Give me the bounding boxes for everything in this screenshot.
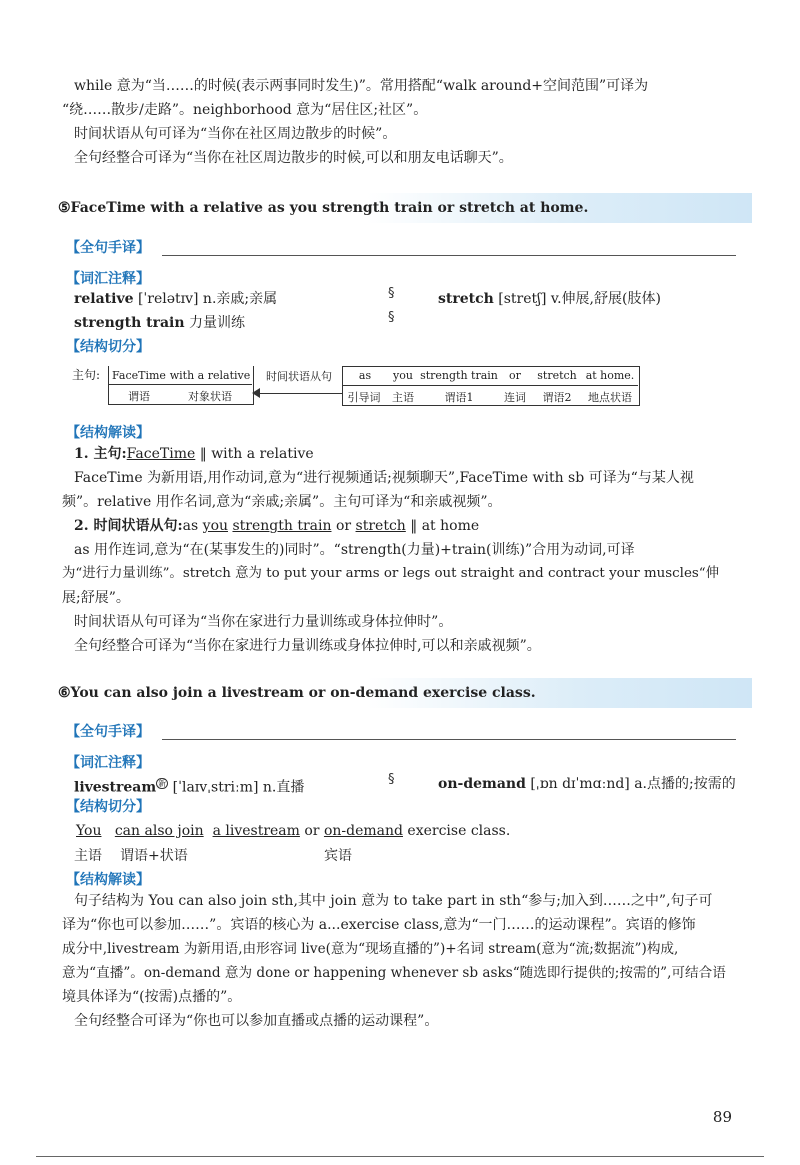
s6-analysis-p5: 境具体译为“(按需)点播的”。 [62,989,242,1005]
underlined-term: stretch [355,518,406,534]
vocab-word: stretch [438,291,494,307]
s5-analysis-1-p1: FaceTime 为新用语,用作动词,意为“进行视频通话;视频聊天”,FaceTime with sb 可译为“与某人视 [74,470,694,486]
plain-text: as [182,518,203,534]
main-predicate-en: FaceTime [112,369,166,382]
s6-label-subject: 主语 [74,848,102,864]
sub-label-subject: 主语 [392,391,414,404]
s5-translation-blank [162,255,736,256]
intro-line-1: while 意为“当……的时候(表示两事同时发生)”。常用搭配“walk around+空间范围”可译为 [74,78,649,94]
clause-label: 时间状语从句 [266,370,332,383]
vocab-def: 力量训练 [184,315,245,331]
analysis-rest: ‖ with a relative [195,446,314,462]
section-5-heading: ⑤FaceTime with a relative as you strength train or stretch at home. [58,200,589,216]
s5-analysis-2-p2: 为“进行力量训练”。stretch 意为 to put your arms or legs out straight and contract your muscles“伸 [62,566,719,581]
vocab-def: [ˌɒn dɪˈmɑːnd] a.点播的;按需的 [525,776,736,792]
arrow-left-icon [252,388,260,398]
sub-label-conj: 引导词 [347,391,381,404]
sub-or: or [509,369,521,382]
sub-label-place: 地点状语 [588,391,632,404]
vocab-def: [ˈrelətɪv] n.亲戚;亲属 [133,291,278,307]
plain-text: or [331,518,356,534]
analysis-rest: ‖ at home [405,518,480,534]
segment-object-c: exercise class. [402,823,511,839]
s5-structure-tag: 【结构切分】 [66,339,150,355]
intro-line-4: 全句经整合可译为“当你在社区周边散步的时候,可以和朋友电话聊天”。 [74,150,513,166]
underlined-term: strength train [232,518,332,534]
analysis-num: 1. 主句: [74,446,127,462]
segment-subject: You [76,823,102,839]
s5-translation-tag: 【全句手译】 [66,240,150,256]
sub-stretch: stretch [537,369,577,382]
segment-or: or [299,823,324,839]
sub-label-pred1: 谓语1 [444,391,474,404]
s6-analysis-p1: 句子结构为 You can also join sth,其中 join 意为 to take part in sth“参与;加入到……之中”,句子可 [74,893,713,909]
sub-strength-train: strength train [420,369,498,382]
s5-analysis-2-p4: 时间状语从句可译为“当你在家进行力量训练或身体拉伸时”。 [74,614,453,630]
section-6-heading: ⑥You can also join a livestream or on-demand exercise class. [58,685,536,701]
s5-analysis-2-title [74,516,479,536]
diagram-main-lead: 主句: [72,368,101,382]
s6-analysis-p3: 成分中,livestream 为新用语,由形容词 live(意为“现场直播的”)+名词 stream(意为“流;数据流”)构成, [62,941,679,957]
s6-translation-tag: 【全句手译】 [66,724,150,740]
page-number: 89 [712,1108,732,1126]
main-object-adv-en: with a relative [169,369,251,382]
footer-rule [36,1156,764,1157]
segment-object-a: a livestream [212,823,300,839]
s6-translation-blank [162,739,736,740]
intro-line-2: “绕……散步/走路”。neighborhood 意为“居住区;社区”。 [62,102,428,118]
s5-analysis-2-p5: 全句经整合可译为“当你在家进行力量训练或身体拉伸时,可以和亲戚视频”。 [74,638,541,654]
s6-vocab-on-demand [438,774,736,794]
sub-at-home: at home. [585,369,635,382]
vocab-word: livestream [74,779,157,796]
sub-label-pred2: 谓语2 [542,391,572,404]
divider-ornament: § [388,772,395,787]
s5-analysis-1-title [74,444,314,464]
analysis-num: 2. 时间状语从句: [74,518,183,534]
sub-you: you [393,369,413,382]
vocab-word: strength train [74,315,185,331]
divider-ornament: § [388,310,395,325]
s5-analysis-tag: 【结构解读】 [66,425,150,441]
segment-object-b: on-demand [323,823,403,839]
arrow-line [256,393,342,394]
sub-as: as [358,369,372,382]
s6-vocab-livestream [74,774,304,798]
new-word-badge-icon: 新 [158,779,167,788]
main-clause-midline [108,384,252,385]
intro-line-3: 时间状语从句可译为“当你在社区周边散步的时候”。 [74,126,397,142]
s5-vocab-tag: 【词汇注释】 [66,271,150,287]
s6-analysis-p2: 译为“你也可以参加……”。宾语的核心为 a...exercise class,意为“一门……的运动课程”。宾语的修饰 [62,917,696,933]
s6-label-object: 宾语 [324,848,352,864]
s5-vocab-stretch [438,289,661,309]
vocab-word: relative [74,291,134,307]
s6-structure-tag: 【结构切分】 [66,799,150,815]
s6-analysis-tag: 【结构解读】 [66,872,150,888]
underlined-term: you [202,518,229,534]
vocab-word: on-demand [438,776,526,792]
s6-segment-sentence [76,821,510,841]
s5-analysis-2-p3: 展;舒展”。 [62,590,130,606]
s5-vocab-relative [74,289,277,309]
s6-analysis-p6: 全句经整合可译为“你也可以参加直播或点播的运动课程”。 [74,1013,439,1029]
vocab-def: [stretʃ] v.伸展,舒展(肢体) [493,291,661,307]
divider-ornament: § [388,286,395,301]
segment-predicate: can also join [114,823,204,839]
underlined-term: FaceTime [126,446,196,462]
main-object-adv-label: 对象状语 [188,390,232,403]
sub-clause-midline [342,385,638,386]
s6-analysis-p4: 意为“直播”。on-demand 意为 done or happening whenever sb asks“随选即行提供的;按需的”,可结合语 [62,965,726,981]
main-predicate-label: 谓语 [128,390,150,403]
s5-analysis-2-p1: as 用作连词,意为“在(某事发生的)同时”。“strength(力量)+train(训练)”合用为动词,可译 [74,542,635,558]
s6-vocab-tag: 【词汇注释】 [66,755,150,771]
vocab-def: [ˈlaɪvˌstriːm] n.直播 [168,779,305,796]
sub-label-conj2: 连词 [504,391,526,404]
s5-vocab-strength-train [74,313,245,333]
s6-label-predicate: 谓语+状语 [120,848,188,864]
s5-analysis-1-p2: 频”。relative 用作名词,意为“亲戚;亲属”。主句可译为“和亲戚视频”。 [62,494,502,510]
